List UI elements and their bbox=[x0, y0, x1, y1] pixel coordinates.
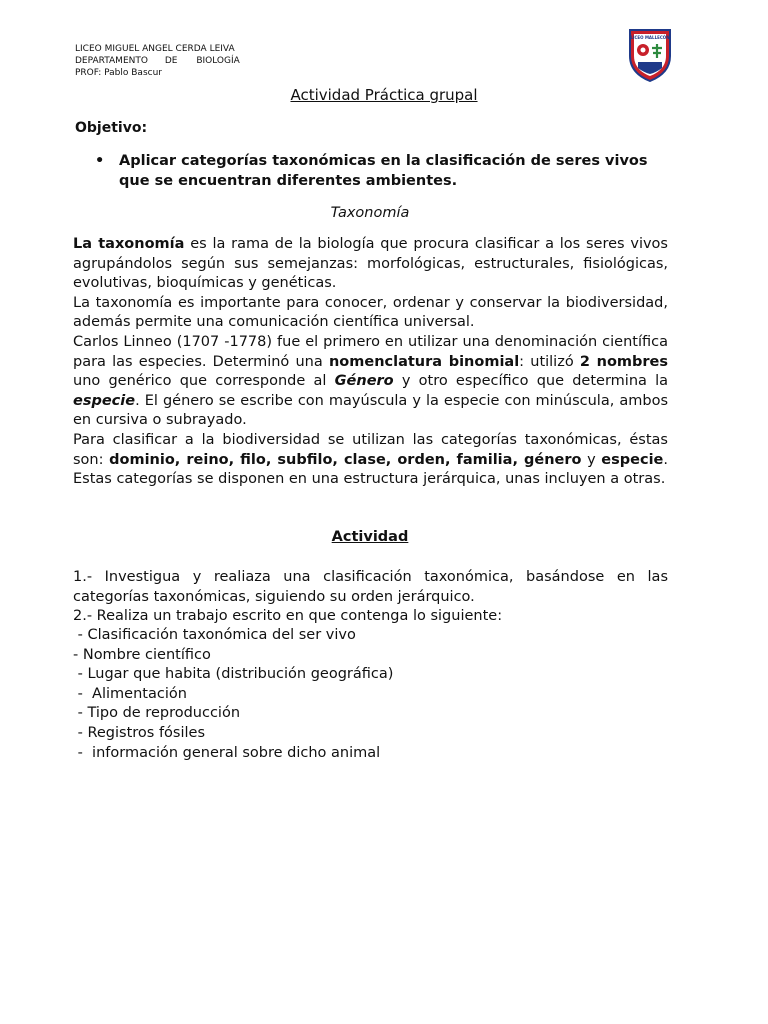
department-subject: BIOLOGÍA bbox=[196, 56, 240, 66]
list-item: - información general sobre dicho animal bbox=[73, 744, 381, 761]
activity-item-1: 1.- Investigua y realiaza una clasificación taxonómica, basándose en las categorías taxonómicas, siguiendo su orden jerárquico. bbox=[73, 569, 668, 605]
paragraph-importance: La taxonomía es importante para conocer, ordenar y conservar la biodiversidad, además permite una comunicación científica universal. bbox=[73, 294, 668, 331]
objective-label: Objetivo: bbox=[75, 120, 148, 136]
document-header bbox=[75, 43, 240, 79]
paragraph-definition: La taxonomía es la rama de la biología que procura clasificar a los seres vivos agrupándolos según sus semejanzas: morfológicas, estructurales, fisiológicas, evolutivas, bioquímicas y genéticas. bbox=[73, 236, 668, 292]
activity-heading: Actividad bbox=[331, 529, 409, 545]
objective-list bbox=[95, 151, 675, 191]
activity-item-2: 2.- Realiza un trabajo escrito en que contenga lo siguiente: bbox=[73, 608, 503, 625]
list-item: - Nombre científico bbox=[73, 646, 211, 663]
bullet-icon: • bbox=[95, 153, 105, 169]
activity-requirements-list bbox=[73, 626, 668, 763]
taxonomy-body bbox=[73, 235, 668, 490]
school-logo-icon bbox=[626, 26, 674, 82]
department-of: DE bbox=[164, 56, 178, 66]
paragraph-linneo: Carlos Linneo (1707 -1778) fue el primero en utilizar una denominación científica para las especies. Determinó una nomenclatura binomial: utilizó 2 nombres uno genérico que corresponde al Género y otro específico que determina la especie. El género se escribe con mayúscula y la especie con minúscula, ambos en cursiva o subrayado. bbox=[73, 333, 669, 429]
school-name: LICEO MIGUEL ANGEL CERDA LEIVA bbox=[75, 44, 235, 54]
objective-text: Aplicar categorías taxonómicas en la clasificación de seres vivos que se encuentran diferentes ambientes. bbox=[119, 153, 648, 189]
teacher-name: PROF: Pablo Bascur bbox=[75, 68, 162, 78]
list-item: - Alimentación bbox=[73, 685, 187, 702]
department-label: DEPARTAMENTO bbox=[75, 56, 148, 66]
activity-instructions bbox=[73, 568, 668, 627]
list-item: - Tipo de reproducción bbox=[73, 705, 241, 722]
list-item: - Clasificación taxonómica del ser vivo bbox=[73, 627, 356, 643]
department-line bbox=[75, 55, 240, 67]
page-title: Actividad Práctica grupal bbox=[290, 86, 478, 104]
paragraph-categories: Para clasificar a la biodiversidad se utilizan las categorías taxonómicas, éstas son: dominio, reino, filo, subfilo, clase, orden, familia, género y especie. Estas categorías se disponen en una estructura jerárquica, unas incluyen a otras. bbox=[73, 431, 668, 488]
taxonomy-heading: Taxonomía bbox=[330, 205, 410, 221]
list-item: - Registros fósiles bbox=[73, 724, 206, 741]
term-taxonomy: La taxonomía bbox=[73, 236, 185, 252]
logo-text: LICEO MALLECÓN bbox=[630, 35, 670, 40]
list-item: - Lugar que habita (distribución geográfica) bbox=[73, 666, 394, 683]
